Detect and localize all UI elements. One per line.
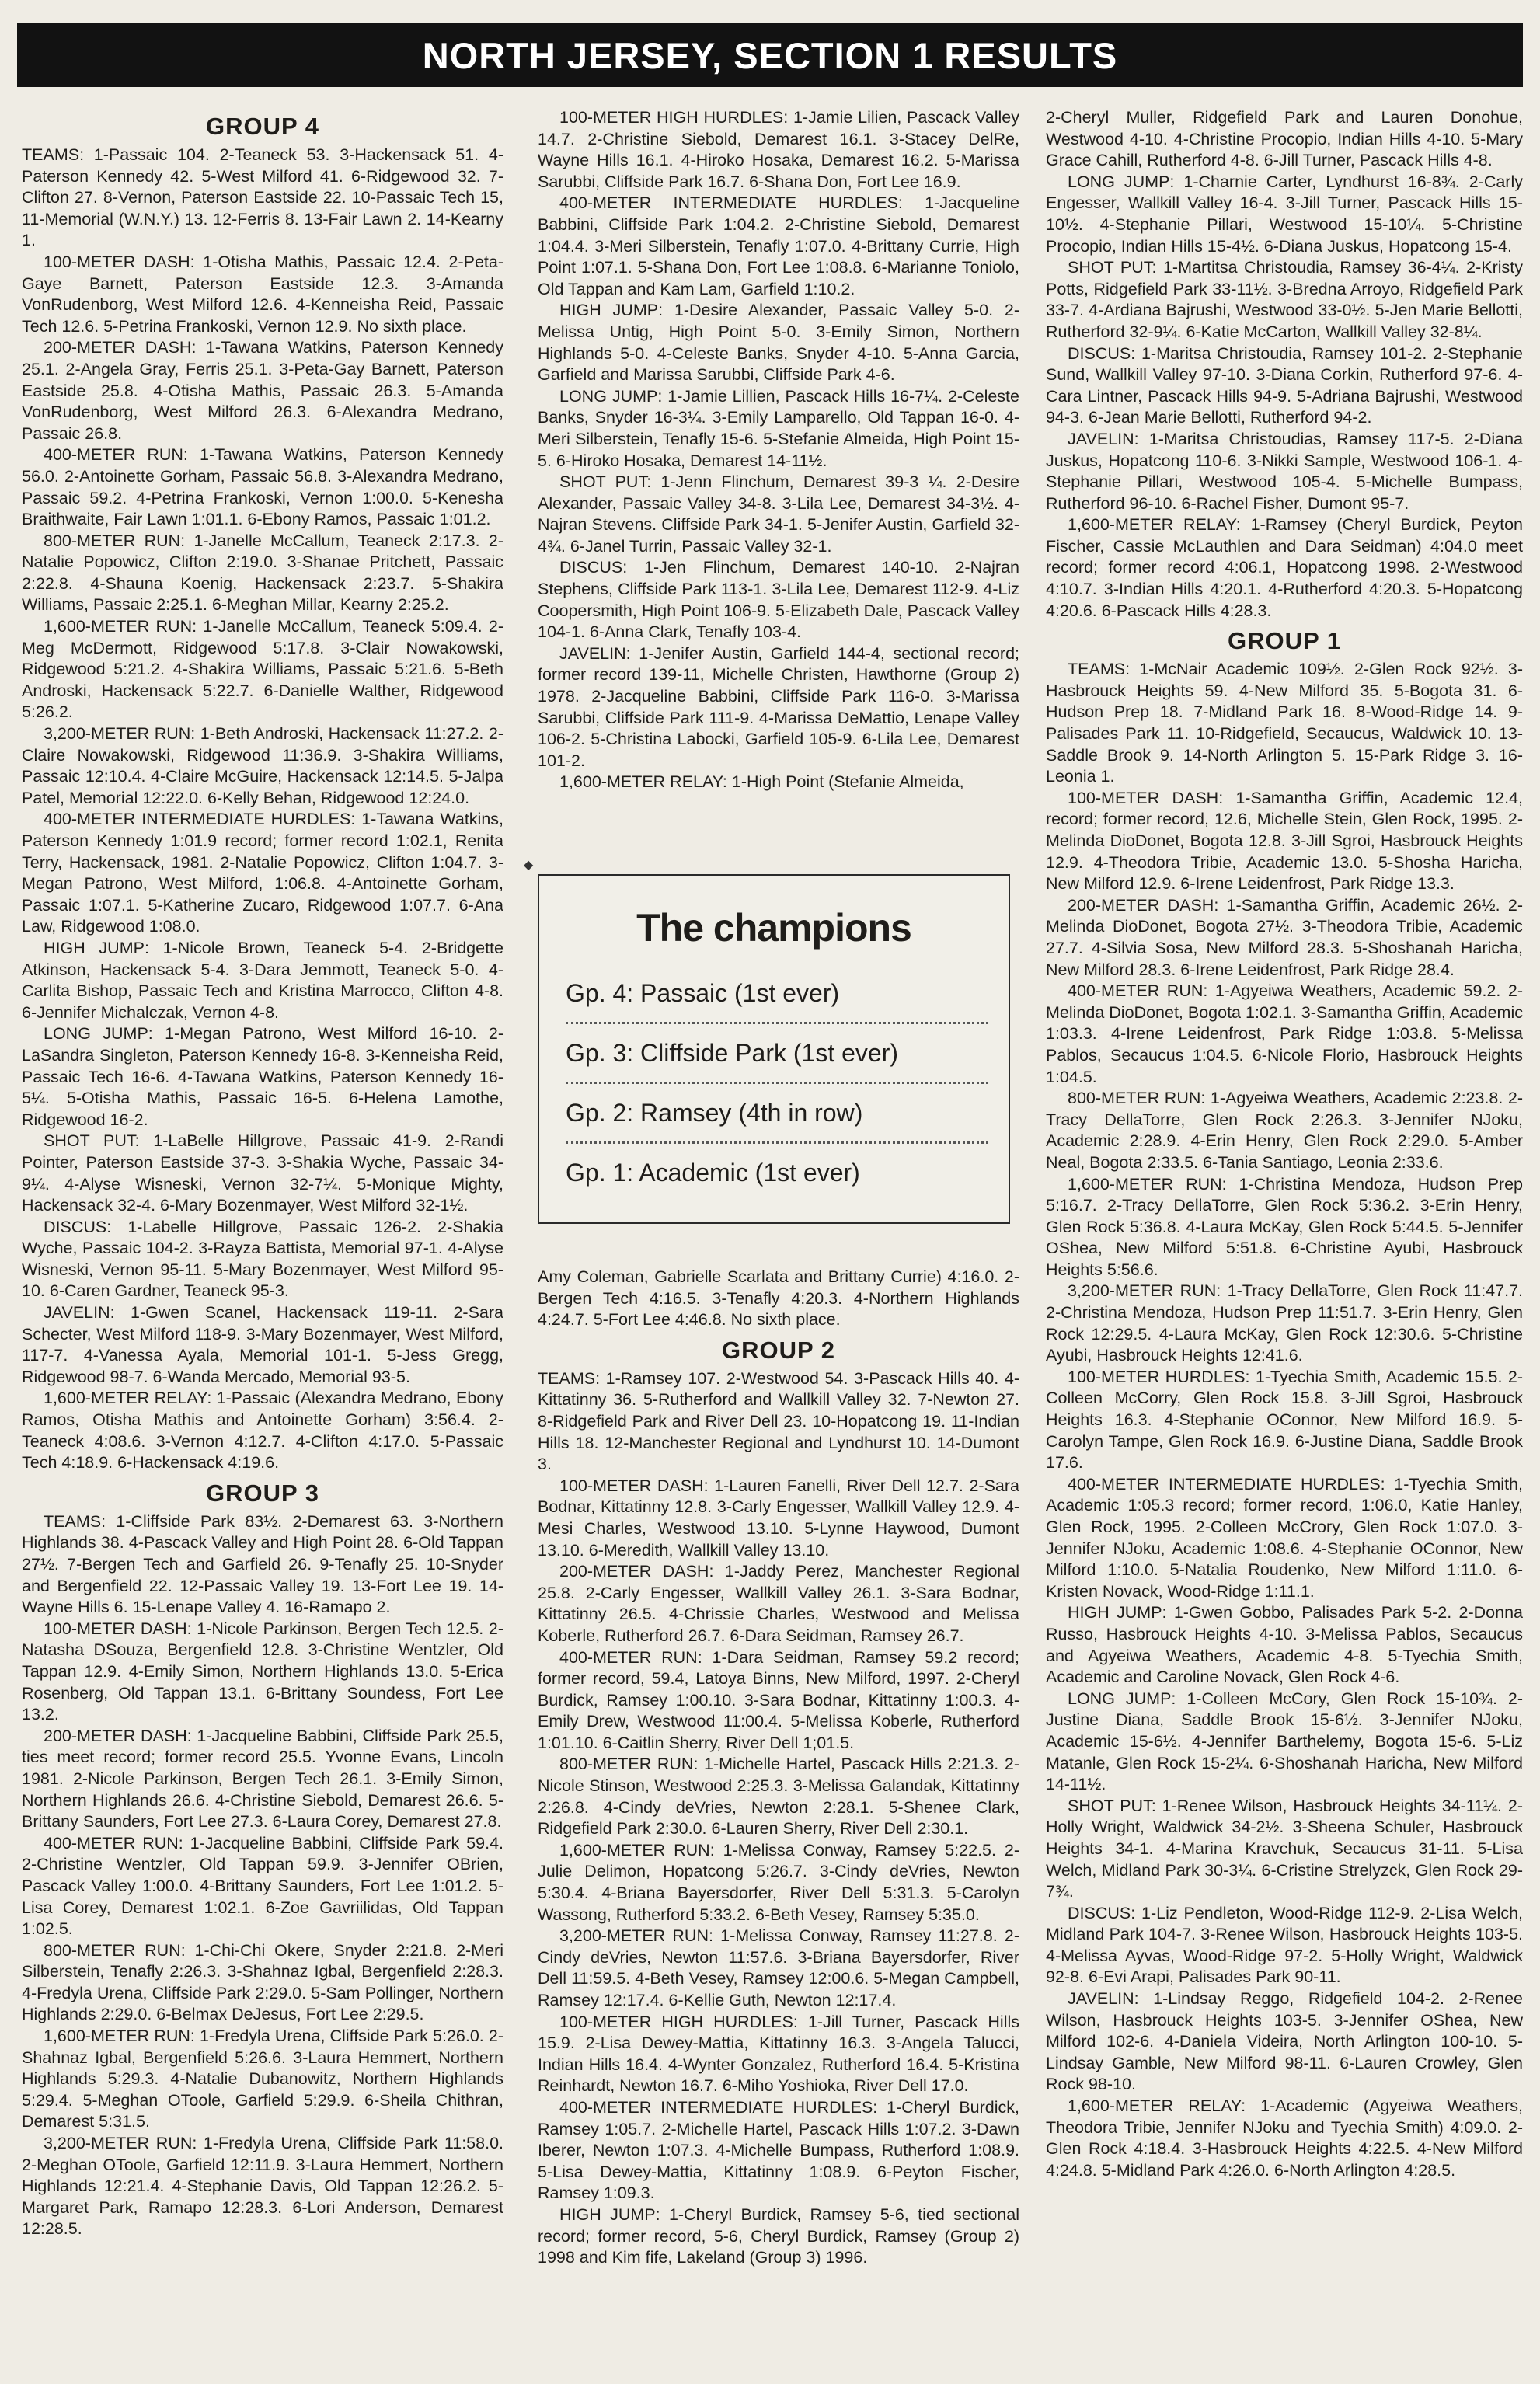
page-banner: NORTH JERSEY, SECTION 1 RESULTS xyxy=(17,23,1523,87)
result-paragraph: DISCUS: 1-Liz Pendleton, Wood-Ridge 112-9. 2-Lisa Welch, Midland Park 104-7. 3-Renee Wilson, Hasbrouck Heights 103-5. 4-Melissa Ayvas, Wood-Ridge 97-2. 5-Holly Wright, Waldwick 92-8. 6-Evi Arapi, Palisades Park 90-11. xyxy=(1046,1903,1523,1987)
result-paragraph: JAVELIN: 1-Lindsay Reggo, Ridgefield 104-2. 2-Renee Wilson, Hasbrouck Heights 103-5. 3-Jennifer OShea, New Milford 102-6. 4-Daniela Videira, North Arlington 100-10. 5-Lindsay Gamble, New Milford 98-11. 6-Lauren Crowley, Glen Rock 98-10. xyxy=(1046,1989,1523,2094)
result-paragraph: 400-METER RUN: 1-Jacqueline Babbini, Cliffside Park 59.4. 2-Christine Wentzler, Old Tappan 59.9. 3-Jennifer OBrien, Pascack Valley 1:00.0. 4-Brittany Saunders, Fort Lee 1:01.2. 5-Lisa Corey, Demarest 1:02.1. 6-Zoe Gavriilidas, Old Tappan 1:02.5. xyxy=(22,1833,503,1939)
result-paragraph: 100-METER HIGH HURDLES: 1-Jill Turner, Pascack Hills 15.9. 2-Lisa Dewey-Mattia, Kittatinny 16.3. 3-Angela Talucci, Indian Hills 16.4. 4-Wynter Gonzalez, Rutherford 16.4. 5-Kristina Reinhardt, Newton 16.7. 6-Miho Yoshioka, River Dell 17.0. xyxy=(538,2012,1019,2096)
result-paragraph: 200-METER DASH: 1-Jaddy Perez, Manchester Regional 25.8. 2-Carly Engesser, Wallkill Valley 26.1. 3-Sara Bodnar, Kittatinny 26.5. 4-Chrissie Charles, Westwood and Melissa Koberle, Rutherford 26.7. 6-Dara Seidman, Ramsey 26.7. xyxy=(538,1562,1019,1645)
result-paragraph: JAVELIN: 1-Maritsa Christoudias, Ramsey 117-5. 2-Diana Juskus, Hopatcong 110-6. 3-Nikki Sample, Westwood 106-1. 4-Stephanie Pillari, Westwood 105-4. 5-Michelle Bumpass, Rutherford 96-10. 6-Rachel Fisher, Dumont 95-7. xyxy=(1046,429,1523,513)
result-paragraph: LONG JUMP: 1-Megan Patrono, West Milford 16-10. 2-LaSandra Singleton, Paterson Kennedy 16-8. 3-Kenneisha Reid, Passaic Tech 16-6. 4-Tawana Watkins, Paterson Kennedy 16-5¼. 5-Otisha Mathis, Passaic 16-5. 6-Helena Lamothe, Ridgewood 16-2. xyxy=(22,1024,503,1129)
result-paragraph: 400-METER INTERMEDIATE HURDLES: 1-Tyechia Smith, Academic 1:05.3 record; former record, 1:06.0, Katie Hanley, Glen Rock, 1995. 2-Colleen McCrory, Glen Rock 1:07.0. 3-Jennifer NJoku, Academic 1:08.6. 4-Stephanie OConnor, New Milford 1:10.0. 5-Natalia Roudenko, New Milford 1:11.0. 6-Kristen Novack, Wood-Ridge 1:11.1. xyxy=(1046,1474,1523,1601)
result-paragraph: DISCUS: 1-Maritsa Christoudia, Ramsey 101-2. 2-Stephanie Sund, Wallkill Valley 97-10. 3-Diana Corkin, Rutherford 97-6. 4-Cara Lintner, Pascack Hills 94-9. 5-Adriana Bajrushi, Westwood 94-3. 6-Jean Marie Bellotti, Rutherford 94-2. xyxy=(1046,343,1523,427)
champions-box xyxy=(538,874,1010,1224)
champion-item: Gp. 1: Academic (1st ever) xyxy=(566,1159,860,1187)
champions-title: The champions xyxy=(636,906,911,950)
result-paragraph: 400-METER RUN: 1-Tawana Watkins, Paterson Kennedy 56.0. 2-Antoinette Gorham, Passaic 56.8. 3-Alexandra Medrano, Passaic 59.2. 4-Petrina Frankoski, Vernon 1:00.0. 5-Kenesha Braithwaite, Fair Lawn 1:01.1. 6-Ebony Ramos, Passaic 1:01.2. xyxy=(22,445,503,529)
column-2-bottom xyxy=(538,1267,1019,2370)
result-paragraph: 1,600-METER RELAY: 1-Passaic (Alexandra Medrano, Ebony Ramos, Otisha Mathis and Antoinette Gorham) 3:56.4. 2-Teaneck 4:08.6. 3-Vernon 4:12.7. 4-Clifton 4:17.0. 5-Passaic Tech 4:18.9. 6-Hackensack 4:19.6. xyxy=(22,1389,503,1473)
result-paragraph: 3,200-METER RUN: 1-Fredyla Urena, Cliffside Park 11:58.0. 2-Meghan OToole, Garfield 12:11.9. 3-Laura Hemmert, Northern Highlands 12:21.4. 4-Stephanie Davis, Old Tappan 12:26.2. 5-Margaret Park, Ramapo 12:28.3. 6-Lori Anderson, Demarest 12:28.5. xyxy=(22,2134,503,2239)
result-paragraph: 200-METER DASH: 1-Samantha Griffin, Academic 26½. 2-Melinda DioDonet, Bogota 27½. 3-Theodora Tribie, Academic 27.7. 4-Silvia Sosa, New Milford 28.3. 5-Shoshanah Haricha, New Milford 28.3. 6-Irene Leidenfrost, Park Ridge 28.4. xyxy=(1046,895,1523,979)
champion-item: Gp. 2: Ramsey (4th in row) xyxy=(566,1084,988,1144)
result-paragraph: 200-METER DASH: 1-Tawana Watkins, Paterson Kennedy 25.1. 2-Angela Gray, Ferris 25.1. 3-Peta-Gay Barnett, Paterson Eastside 25.8. 4-Otisha Mathis, Passaic 26.3. 5-Amanda VonRudenborg, West Milford 26.3. 6-Alexandra Medrano, Passaic 26.8. xyxy=(22,338,503,443)
result-paragraph: TEAMS: 1-McNair Academic 109½. 2-Glen Rock 92½. 3-Hasbrouck Heights 59. 4-New Milford 35. 5-Bogota 31. 6-Hudson Prep 18. 7-Midland Park 16. 8-Wood-Ridge 14. 9-Palisades Park 11. 10-Ridgefield, Secaucus, Waldwick 10. 13-Saddle Brook 9. 14-North Arlington 5. 15-Park Ridge 3. 16-Leonia 1. xyxy=(1046,660,1523,786)
result-paragraph: 1,600-METER RELAY: 1-High Point (Stefanie Almeida, xyxy=(559,772,964,792)
column-1 xyxy=(22,107,503,2372)
result-paragraph: 400-METER RUN: 1-Dara Seidman, Ramsey 59.2 record; former record, 59.4, Latoya Binns, New Milford, 1997. 2-Cheryl Burdick, Ramsey 1:00.10. 3-Sara Bodnar, Kittatinny 1:00.3. 4-Emily Drew, Westwood 11:00.4. 5-Melissa Koberle, Rutherford 1:01.10. 6-Caitlin Sherry, River Dell 1;01.5. xyxy=(538,1647,1019,1752)
column-2-top xyxy=(538,107,1019,884)
result-paragraph: JAVELIN: 1-Jenifer Austin, Garfield 144-4, sectional record; former record 139-11, Michelle Christen, Hawthorne (Group 2) 1978. 2-Jacqueline Babbini, Cliffside Park 116-0. 3-Marissa Sarubbi, Cliffside Park 111-9. 4-Marissa DeMattio, Lenape Valley 106-2. 5-Christina Labocki, Garfield 105-9. 6-Lila Lee, Demarest 101-2. xyxy=(538,643,1019,770)
result-paragraph: 100-METER DASH: 1-Lauren Fanelli, River Dell 12.7. 2-Sara Bodnar, Kittatinny 12.8. 3-Carly Engesser, Wallkill Valley 12.9. 4-Mesi Charles, Westwood 13.10. 5-Lynne Haywood, Dumont 13.10. 6-Meredith, Wallkill Valley 13.10. xyxy=(538,1476,1019,1560)
result-paragraph: TEAMS: 1-Cliffside Park 83½. 2-Demarest 63. 3-Northern Highlands 38. 4-Pascack Valley and High Point 28. 6-Old Tappan 27½. 7-Bergen Tech and Garfield 26. 9-Tenafly 25. 10-Snyder and Bergenfield 22. 12-Passaic Valley 19. 13-Fort Lee 19. 14-Wayne Hills 6. 15-Lenape Valley 4. 16-Ramapo 2. xyxy=(22,1511,503,1617)
result-paragraph: 100-METER DASH: 1-Samantha Griffin, Academic 12.4, record; former record, 12.6, Michelle Stein, Glen Rock, 1995. 2-Melinda DioDonet, Bogota 12.8. 3-Jill Sgroi, Hasbrouck Heights 12.9. 4-Theodora Tribie, Academic 13.0. 5-Shosha Haricha, New Milford 12.9. 6-Irene Leidenfrost, Park Ridge 13.3. xyxy=(1046,788,1523,894)
result-paragraph: 3,200-METER RUN: 1-Tracy DellaTorre, Glen Rock 11:47.7. 2-Christina Mendoza, Hudson Prep 11:51.7. 3-Erin Henry, Glen Rock 12:29.5. 4-Laura McKay, Glen Rock 12:30.6. 5-Christine Ayubi, Hasbrouck Heights 12:41.6. xyxy=(1046,1281,1523,1365)
result-paragraph: HIGH JUMP: 1-Gwen Gobbo, Palisades Park 5-2. 2-Donna Russo, Hasbrouck Heights 4-10. 3-Melissa Pablos, Secaucus and Agyeiwa Weathers, Academic 4-8. 5-Tyechia Smith, Academic and Caroline Novack, Glen Rock 4-6. xyxy=(1046,1603,1523,1687)
result-paragraph: LONG JUMP: 1-Jamie Lillien, Pascack Hills 16-7¼. 2-Celeste Banks, Snyder 16-3¼. 3-Emily Lamparello, Old Tappan 16-0. 4-Meri Silberstein, Tenafly 15-6. 5-Stefanie Almeida, High Point 15-5. 6-Hiroko Hosaka, Demarest 14-11½. xyxy=(538,386,1019,470)
result-paragraph: DISCUS: 1-Jen Flinchum, Demarest 140-10. 2-Najran Stephens, Cliffside Park 113-1. 3-Lila Lee, Demarest 112-9. 4-Liz Coopersmith, High Point 106-9. 5-Elizabeth Dale, Pascack Valley 104-1. 6-Anna Clark, Tenafly 103-4. xyxy=(538,558,1019,642)
result-paragraph: 3,200-METER RUN: 1-Melissa Conway, Ramsey 11:27.8. 2-Cindy deVries, Newton 11:57.6. 3-Briana Bayersdorfer, River Dell 11:59.5. 4-Beth Vesey, Ramsey 12:00.6. 5-Megan Campbell, Ramsey 12:17.4. 6-Kellie Guth, Newton 12:17.4. xyxy=(538,1926,1019,2009)
result-paragraph: 100-METER HURDLES: 1-Tyechia Smith, Academic 15.5. 2-Colleen McCorry, Glen Rock 15.8. 3-Jill Sgroi, Hasbrouck Heights 16.3. 4-Stephanie OConnor, New Milford 16.9. 5-Carolyn Tampe, Glen Rock 16.9. 6-Justine Diana, Saddle Brook 17.6. xyxy=(1046,1367,1523,1473)
result-paragraph: SHOT PUT: 1-LaBelle Hillgrove, Passaic 41-9. 2-Randi Pointer, Paterson Eastside 37-3. 3-Shakia Wyche, Passaic 34-9¼. 4-Alyse Wisneski, Vernon 32-7¼. 5-Monique Mighty, Hackensack 32-4. 6-Mary Bozenmayer, West Milford 32-1½. xyxy=(22,1131,503,1215)
result-paragraph: 2-Cheryl Muller, Ridgefield Park and Lauren Donohue, Westwood 4-10. 4-Christine Procopio, Indian Hills 4-10. 5-Mary Grace Cahill, Rutherford 4-8. 6-Jill Turner, Pascack Hills 4-8. xyxy=(1046,108,1523,170)
result-paragraph: 200-METER DASH: 1-Jacqueline Babbini, Cliffside Park 25.5, ties meet record; former record 25.5. Yvonne Evans, Lincoln 1981. 2-Nicole Parkinson, Bergen Tech 26.1. 3-Emily Simon, Northern Highlands 26.6. 4-Christine Siebold, Demarest 26.6. 5-Brittany Saunders, Fort Lee 27.3. 6-Laura Corey, Demarest 27.8. xyxy=(22,1726,503,1832)
result-paragraph: 100-METER DASH: 1-Otisha Mathis, Passaic 12.4. 2-Peta-Gaye Barnett, Paterson Eastside 12.3. 3-Amanda VonRudenborg, West Milford 12.6. 4-Kenneisha Reid, Passaic Tech 12.6. 5-Petrina Frankoski, Vernon 12.9. No sixth place. xyxy=(22,252,503,336)
champion-item: Gp. 3: Cliffside Park (1st ever) xyxy=(566,1024,988,1084)
result-paragraph: 1,600-METER RUN: 1-Melissa Conway, Ramsey 5:22.5. 2-Julie Delimon, Hopatcong 5:26.7. 3-Cindy deVries, Newton 5:30.4. 4-Briana Bayersdorfer, River Dell 5:31.3. 5-Carolyn Wassong, Rutherford 5:33.2. 6-Beth Vesey, Ramsey 5:35.0. xyxy=(538,1840,1019,1924)
result-paragraph: SHOT PUT: 1-Jenn Flinchum, Demarest 39-3 ¼. 2-Desire Alexander, Passaic Valley 34-8. 3-Lila Lee, Demarest 34-3½. 4-Najran Stevens. Cliffside Park 34-1. 5-Jenifer Austin, Garfield 32-4¾. 6-Janel Turrin, Passaic Valley 32-1. xyxy=(538,472,1019,556)
result-paragraph: Amy Coleman, Gabrielle Scarlata and Brittany Currie) 4:16.0. 2-Bergen Tech 4:16.5. 3-Tenafly 4:20.3. 4-Northern Highlands 4:24.7. 5-Fort Lee 4:46.8. No sixth place. xyxy=(538,1267,1019,1330)
result-paragraph: LONG JUMP: 1-Colleen McCory, Glen Rock 15-10¾. 2-Justine Diana, Saddle Brook 15-6½. 3-Jennifer NJoku, Academic 15-6½. 4-Jennifer Barthelemy, Bogota 15-6. 5-Liz Matanle, Glen Rock 15-2¼. 6-Shoshanah Haricha, New Milford 14-11½. xyxy=(1046,1689,1523,1794)
result-paragraph: TEAMS: 1-Ramsey 107. 2-Westwood 54. 3-Pascack Hills 40. 4-Kittatinny 36. 5-Rutherford and Wallkill Valley 32. 7-Newton 27. 8-Ridgefield Park and River Dell 23. 10-Hopatcong 19. 11-Indian Hills 18. 12-Manchester Regional and Lyndhurst 10. 14-Dumont 3. xyxy=(538,1368,1019,1474)
result-paragraph: SHOT PUT: 1-Renee Wilson, Hasbrouck Heights 34-11¼. 2-Holly Wright, Waldwick 34-2½. 3-Sheena Schuler, Hasbrouck Heights 34-1. 4-Marina Kravchuk, Secaucus 31-11. 5-Lisa Welch, Midland Park 30-3¼. 6-Cristine Strelyzck, Glen Rock 29-7¾. xyxy=(1046,1796,1523,1901)
result-paragraph: HIGH JUMP: 1-Cheryl Burdick, Ramsey 5-6, tied sectional record; former record, 5-6, Cheryl Burdick, Ramsey (Group 2) 1998 and Kim fife, Lakeland (Group 3) 1996. xyxy=(538,2205,1019,2267)
group4-heading: GROUP 4 xyxy=(206,113,319,140)
result-paragraph: 800-METER RUN: 1-Janelle McCallum, Teaneck 2:17.3. 2-Natalie Popowicz, Clifton 2:19.0. 3-Shanae Pritchett, Passaic 2:22.8. 4-Shauna Koenig, Hackensack 2:23.7. 5-Shakira Williams, Passaic 2:25.1. 6-Meghan Millar, Kearny 2:25.2. xyxy=(22,531,503,615)
result-paragraph: 1,600-METER RUN: 1-Fredyla Urena, Cliffside Park 5:26.0. 2-Shahnaz Igbal, Bergenfield 5:26.6. 3-Laura Hemmert, Northern Highlands 5:29.3. 4-Natalie Dubanowitz, Northern Highlands 5:29.4. 5-Meghan OToole, Garfield 5:29.9. 6-Sheila Chithran, Demarest 5:31.5. xyxy=(22,2027,503,2131)
result-paragraph: 400-METER INTERMEDIATE HURDLES: 1-Jacqueline Babbini, Cliffside Park 1:04.2. 2-Christine Siebold, Demarest 1:04.4. 3-Meri Silberstein, Tenafly 1:07.0. 4-Brittany Currie, High Point 1:07.1. 5-Shana Don, Fort Lee 1:08.8. 6-Marianne Toniolo, Old Tappan and Kam Lam, Garfield 1:10.2. xyxy=(538,193,1019,298)
group1-heading: GROUP 1 xyxy=(1228,627,1341,655)
group3-heading: GROUP 3 xyxy=(206,1479,319,1507)
column-3 xyxy=(1046,107,1523,2372)
result-paragraph: 400-METER INTERMEDIATE HURDLES: 1-Tawana Watkins, Paterson Kennedy 1:01.9 record; former record 1:02.1, Renita Terry, Hackensack, 1981. 2-Natalie Popowicz, Clifton 1:04.7. 3-Megan Patrono, West Milford, 1:06.8. 4-Antoinette Gorham, Passaic 1:07.1. 5-Katherine Zucaro, Ridgewood 1:07.7. 6-Ana Law, Ridgewood 1:08.0. xyxy=(22,810,503,936)
result-paragraph: 1,600-METER RUN: 1-Janelle McCallum, Teaneck 5:09.4. 2-Meg McDermott, Ridgewood 5:17.8. 3-Clair Nowakowski, Ridgewood 5:21.2. 4-Shakira Williams, Passaic 5:21.6. 5-Beth Androski, Hackensack 5:22.7. 6-Danielle Walther, Ridgewood 5:26.2. xyxy=(22,617,503,722)
champions-list xyxy=(566,964,988,1201)
result-paragraph: 1,600-METER RELAY: 1-Academic (Agyeiwa Weathers, Theodora Tribie, Jennifer NJoku and Tyechia Smith) 4:09.0. 2-Glen Rock 4:18.4. 3-Hasbrouck Heights 4:22.5. 4-New Milford 4:24.8. 5-Midland Park 4:26.0. 6-North Arlington 4:28.5. xyxy=(1046,2096,1523,2180)
result-paragraph: 800-METER RUN: 1-Michelle Hartel, Pascack Hills 2:21.3. 2-Nicole Stinson, Westwood 2:25.3. 3-Melissa Galandak, Kittatinny 2:26.8. 4-Cindy deVries, Newton 2:28.1. 5-Shenee Clark, Ridgefield Park 2:30.0. 6-Lauren Sherry, River Dell 2:30.1. xyxy=(538,1755,1019,1839)
result-paragraph: 1,600-METER RUN: 1-Christina Mendoza, Hudson Prep 5:16.7. 2-Tracy DellaTorre, Glen Rock 5:36.2. 3-Erin Henry, Glen Rock 5:36.8. 4-Laura McKay, Glen Rock 5:44.5. 5-Jennifer OShea, New Milford 5:51.8. 6-Christine Ayubi, Hasbrouck Heights 5:56.6. xyxy=(1046,1174,1523,1279)
group2-heading: GROUP 2 xyxy=(722,1336,835,1364)
result-paragraph: 800-METER RUN: 1-Chi-Chi Okere, Snyder 2:21.8. 2-Meri Silberstein, Tenafly 2:26.3. 3-Shahnaz Igbal, Bergenfield 2:28.3. 4-Fredyla Urena, Cliffside Park 2:29.0. 5-Sam Pollinger, Northern Highlands 2:29.0. 6-Belmax DeJesus, Fort Lee 2:29.5. xyxy=(22,1940,503,2024)
result-paragraph: SHOT PUT: 1-Martitsa Christoudia, Ramsey 36-4¼. 2-Kristy Potts, Ridgefield Park 33-11½. 3-Bredna Arroyo, Ridgefield Park 33-7. 4-Ardiana Bajrushi, Westwood 33-0½. 5-Jen Marie Bellotti, Rutherford 32-9¼. 6-Katie McCarton, Wallkill Valley 32-8¼. xyxy=(1046,258,1523,341)
result-paragraph: JAVELIN: 1-Gwen Scanel, Hackensack 119-11. 2-Sara Schecter, West Milford 118-9. 3-Mary Bozenmayer, West Milford, 117-7. 4-Vanessa Ayala, Memorial 101-1. 5-Jess Gregg, Ridgewood 98-7. 6-Wanda Mercado, Memorial 93-5. xyxy=(22,1303,503,1386)
result-paragraph: 100-METER HIGH HURDLES: 1-Jamie Lilien, Pascack Valley 14.7. 2-Christine Siebold, Demarest 16.1. 3-Stacey DelRe, Wayne Hills 16.1. 4-Hiroko Hosaka, Demarest 16.2. 5-Marissa Sarubbi, Cliffside Park 16.7. 6-Shana Don, Fort Lee 16.9. xyxy=(538,108,1019,191)
result-paragraph: 400-METER RUN: 1-Agyeiwa Weathers, Academic 59.2. 2-Melinda DioDonet, Bogota 1:02.1. 3-Samantha Griffin, Academic 1:03.3. 4-Irene Leidenfrost, Park Ridge 1:03.8. 5-Melissa Pablos, Secaucus 1:04.5. 6-Nicole Florio, Hasbrouck Heights 1:04.5. xyxy=(1046,981,1523,1086)
result-paragraph: DISCUS: 1-Labelle Hillgrove, Passaic 126-2. 2-Shakia Wyche, Passaic 104-2. 3-Rayza Battista, Memorial 97-1. 4-Alyse Wisneski, Vernon 95-11. 5-Mary Bozenmayer, West Milford 95-10. 6-Caren Gardner, Teaneck 95-3. xyxy=(22,1217,503,1301)
result-paragraph: TEAMS: 1-Passaic 104. 2-Teaneck 53. 3-Hackensack 51. 4-Paterson Kennedy 42. 5-West Milford 41. 6-Ridgewood 32. 7-Clifton 27. 8-Vernon, Paterson Eastside 22. 10-Passaic Tech 15, 11-Memorial (W.N.Y.) 13. 12-Ferris 8. 13-Fair Lawn 2. 14-Kearny 1. xyxy=(22,145,503,250)
champion-item: Gp. 4: Passaic (1st ever) xyxy=(566,964,988,1024)
result-paragraph: 400-METER INTERMEDIATE HURDLES: 1-Cheryl Burdick, Ramsey 1:05.7. 2-Michelle Hartel, Pascack Hills 1:07.2. 3-Dawn Iberer, Newton 1:07.3. 4-Michelle Bumpass, Rutherford 1:08.9. 5-Lisa Dewey-Mattia, Kittatinny 1:08.9. 6-Peyton Fischer, Ramsey 1:09.3. xyxy=(538,2097,1019,2203)
result-paragraph: 1,600-METER RELAY: 1-Ramsey (Cheryl Burdick, Peyton Fischer, Cassie McLauthlen and Dara Seidman) 4:04.0 meet record; former record 4:06.1, Hopatcong 1998. 2-Westwood 4:10.7. 3-Indian Hills 4:20.1. 4-Rutherford 4:20.3. 5-Hopatcong 4:20.6. 6-Pascack Hills 4:28.3. xyxy=(1046,515,1523,620)
result-paragraph: 3,200-METER RUN: 1-Beth Androski, Hackensack 11:27.2. 2-Claire Nowakowski, Ridgewood 11:36.9. 3-Shakira Williams, Passaic 12:10.4. 4-Claire McGuire, Hackensack 12:14.5. 5-Jalpa Patel, Memorial 12:22.0. 6-Kelly Behan, Ridgewood 12:24.0. xyxy=(22,724,503,807)
result-paragraph: HIGH JUMP: 1-Nicole Brown, Teaneck 5-4. 2-Bridgette Atkinson, Hackensack 5-4. 3-Dara Jemmott, Teaneck 5-0. 4-Carlita Bishop, Passaic Tech and Kristina Marrocco, Clifton 4-8. 6-Jennifer Michalczak, Vernon 4-8. xyxy=(22,938,503,1022)
result-paragraph: 100-METER DASH: 1-Nicole Parkinson, Bergen Tech 12.5. 2-Natasha DSouza, Bergenfield 12.8. 3-Christine Wentzler, Old Tappan 12.9. 4-Emily Simon, Northern Highlands 13.0. 5-Erica Rosenberg, Old Tappan 13.1. 6-Brittany Soundess, Fort Lee 13.2. xyxy=(22,1619,503,1724)
bullet-icon: ◆ xyxy=(524,859,534,872)
result-paragraph: HIGH JUMP: 1-Desire Alexander, Passaic Valley 5-0. 2-Melissa Untig, High Point 5-0. 3-Emily Simon, Northern Highlands 5-0. 4-Celeste Banks, Snyder 4-10. 5-Anna Garcia, Garfield and Marissa Sarubbi, Cliffside Park 4-6. xyxy=(538,301,1019,385)
result-paragraph: LONG JUMP: 1-Charnie Carter, Lyndhurst 16-8¾. 2-Carly Engesser, Wallkill Valley 16-4. 3-Jill Turner, Pascack Hills 15-10½. 4-Stephanie Pillari, Westwood 15-10¼. 5-Christine Procopio, Indian Hills 15-4½. 6-Diana Juskus, Hopatcong 15-4. xyxy=(1046,172,1523,256)
result-paragraph: 800-METER RUN: 1-Agyeiwa Weathers, Academic 2:23.8. 2-Tracy DellaTorre, Glen Rock 2:26.3. 3-Jennifer NJoku, Academic 2:28.9. 4-Erin Henry, Glen Rock 2:29.0. 5-Amber Neal, Bogota 2:33.5. 6-Tania Santiago, Leonia 2:33.6. xyxy=(1046,1089,1523,1172)
